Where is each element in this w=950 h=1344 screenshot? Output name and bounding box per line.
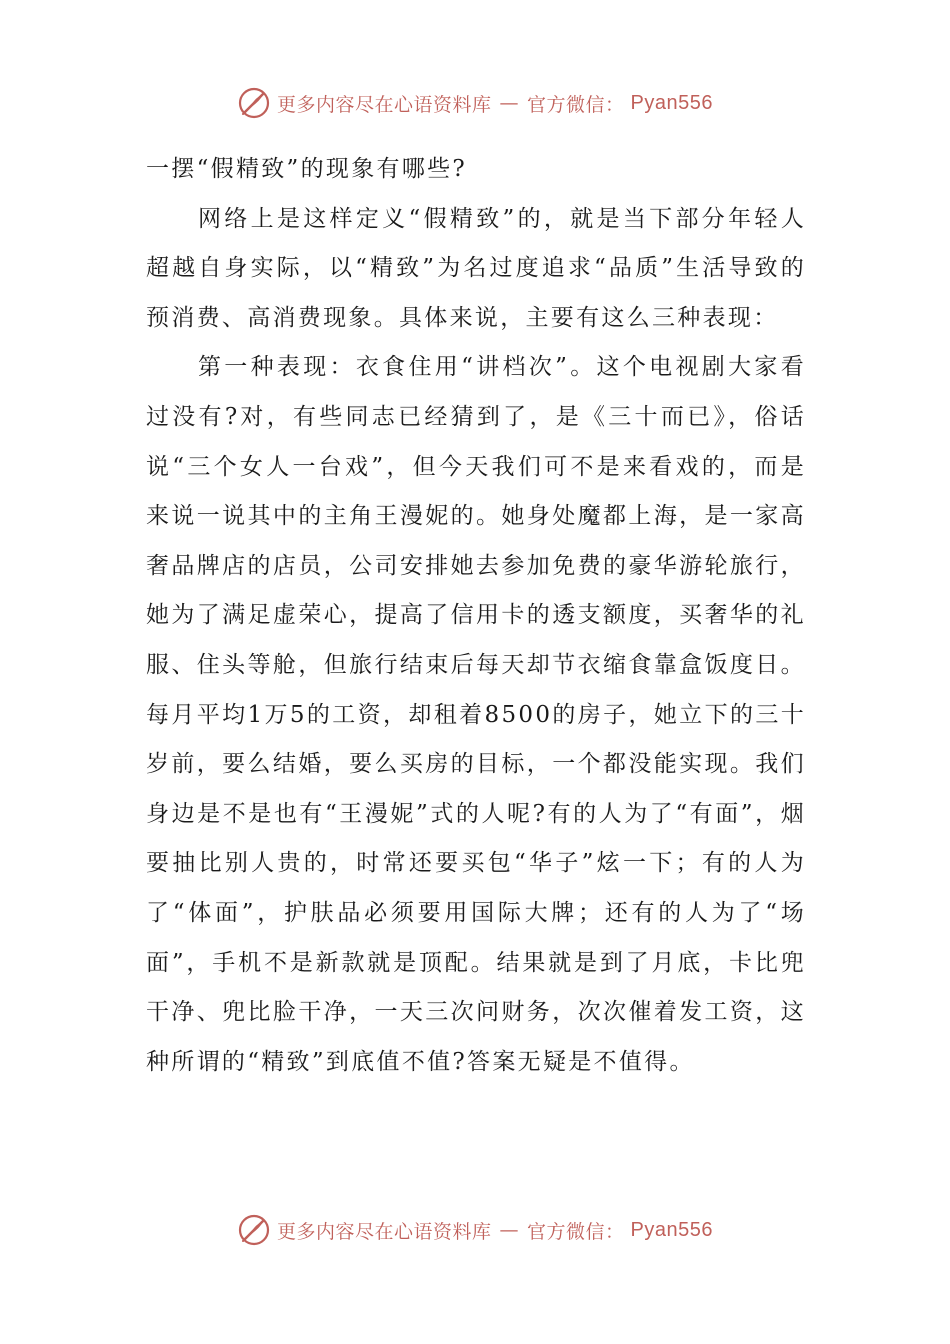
banner-wechat-label: 官方微信：: [527, 1220, 625, 1243]
banner-separator: —: [499, 1219, 520, 1241]
document-body: [146, 145, 806, 1087]
section-heading: 一摆“假精致”的现象有哪些?: [146, 156, 468, 182]
banner-brand: 更多内容尽在心语资料库: [277, 1220, 492, 1243]
header-banner: [0, 86, 950, 120]
banner-wechat-label: 官方微信：: [527, 93, 625, 116]
banner-brand: 更多内容尽在心语资料库: [277, 93, 492, 116]
banner-wechat-id: Pyan556: [630, 91, 713, 114]
quill-logo-icon: [237, 86, 271, 120]
quill-logo-icon: [237, 1213, 271, 1247]
banner-separator: —: [499, 92, 520, 114]
banner-wechat-id: Pyan556: [630, 1218, 713, 1241]
footer-banner: [0, 1213, 950, 1247]
paragraph-first-manifestation: 第一种表现：衣食住用“讲档次”。这个电视剧大家看过没有?对，有些同志已经猜到了，是《三十而已》，俗话说“三个女人一台戏”，但今天我们可不是来看戏的，而是来说一说其中的主角王漫妮的。她身处魔都上海，是一家高奢品牌店的店员，公司安排她去参加免费的豪华游轮旅行，她为了满足虚荣心，提高了信用卡的透支额度，买奢华的礼服、住头等舱，但旅行结束后每天却节衣缩食靠盒饭度日。每月平均1万5的工资，却租着8500的房子，她立下的三十岁前，要么结婚，要么买房的目标，一个都没能实现。我们身边是不是也有“王漫妮”式的人呢?有的人为了“有面”，烟要抽比别人贵的，时常还要买包“华子”炫一下；有的人为了“体面”，护肤品必须要用国际大牌；还有的人为了“场面”，手机不是新款就是顶配。结果就是到了月底，卡比兜干净、兜比脸干净，一天三次问财务，次次催着发工资，这种所谓的“精致”到底值不值?答案无疑是不值得。: [146, 354, 806, 1075]
paragraph-definition: 网络上是这样定义“假精致”的，就是当下部分年轻人超越自身实际，以“精致”为名过度追求“品质”生活导致的预消费、高消费现象。具体来说，主要有这么三种表现：: [146, 205, 806, 331]
